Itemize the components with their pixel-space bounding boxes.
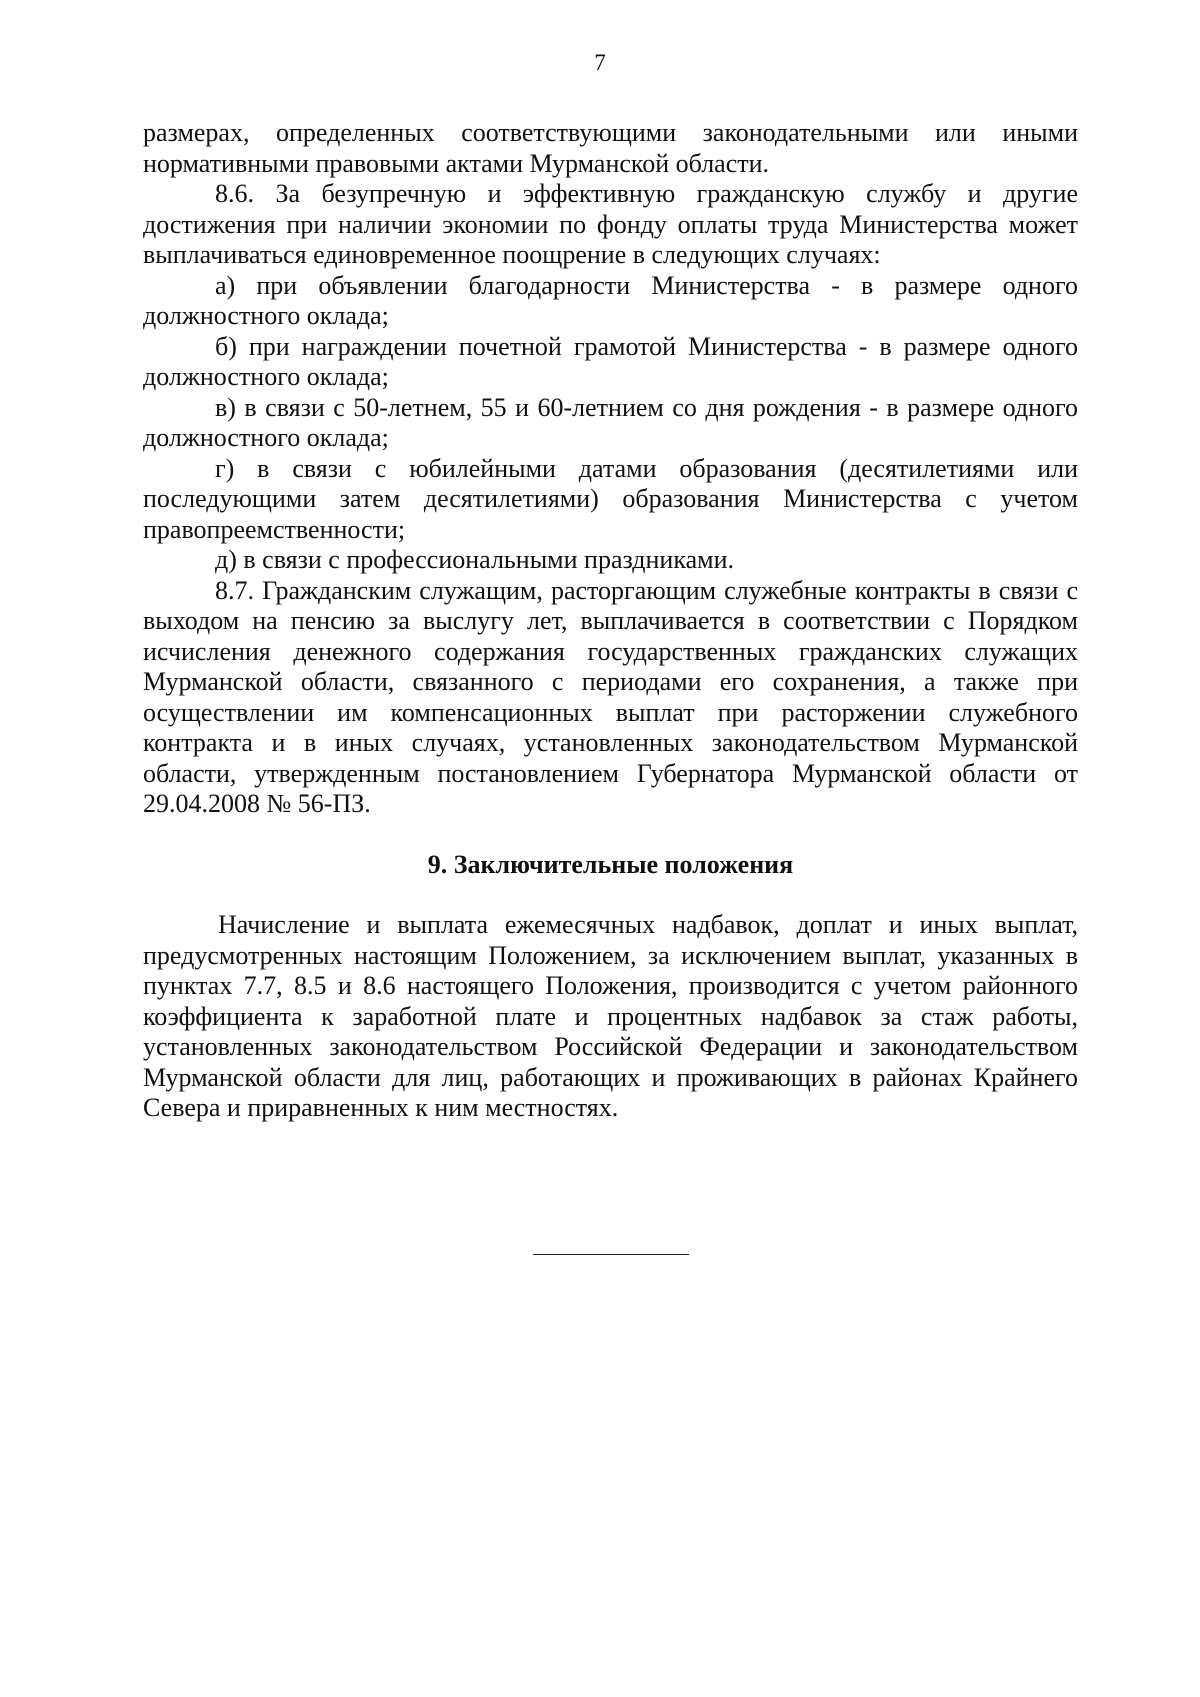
list-item-b: б) при награждении почетной грамотой Министерства - в размере одного должностного оклада;	[143, 331, 1078, 391]
paragraph-continuation: размерах, определенных соответствующими законодательными или иными нормативными правовыми актами Мурманской области.	[143, 118, 1078, 178]
paragraph-8-6: 8.6. За безупречную и эффективную гражданскую службу и другие достижения при наличии экономии по фонду оплаты труда Министерства может выплачиваться единовременное поощрение в следующих случаях:	[143, 179, 1078, 269]
list-item-a: а) при объявлении благодарности Министерства - в размере одного должностного оклада;	[143, 270, 1078, 330]
paragraph-section-9: Начисление и выплата ежемесячных надбавок, доплат и иных выплат, предусмотренных настоящим Положением, за исключением выплат, указанных в пунктах 7.7, 8.5 и 8.6 настоящего Положения, производится с учетом районного коэффициента к заработной плате и процентных надбавок за стаж работы, установленных законодательством Российской Федерации и законодательством Мурманской области для лиц, работающих и проживающих в районах Крайнего Севера и приравненных к ним местностях.	[143, 910, 1078, 1122]
list-item-e: д) в связи с профессиональными праздниками.	[215, 545, 734, 574]
list-item-c: в) в связи с 50-летнем, 55 и 60-летнием со дня рождения - в размере одного должностного оклада;	[143, 392, 1078, 452]
list-item-d: г) в связи с юбилейными датами образования (десятилетиями или последующими затем десятилетиями) образования Министерства с учетом правопреемственности;	[143, 453, 1078, 544]
page-number: 7	[594, 50, 606, 75]
paragraph-8-7: 8.7. Гражданским служащим, расторгающим служебные контракты в связи с выходом на пенсию за выслугу лет, выплачивается в соответствии с Порядком исчисления денежного содержания государственных гражданских служащих Мурманской области, связанного с периодами его сохранения, а также при осуществлении им компенсационных выплат при расторжении служебного контракта и в иных случаях, установленных законодательством Мурманской области, утвержденным постановлением Губернатора Мурманской области от 29.04.2008 № 56-ПЗ.	[143, 575, 1078, 818]
section-heading: 9. Заключительные положения	[427, 849, 794, 879]
end-separator-line	[533, 1254, 689, 1255]
document-body	[143, 118, 1078, 1124]
